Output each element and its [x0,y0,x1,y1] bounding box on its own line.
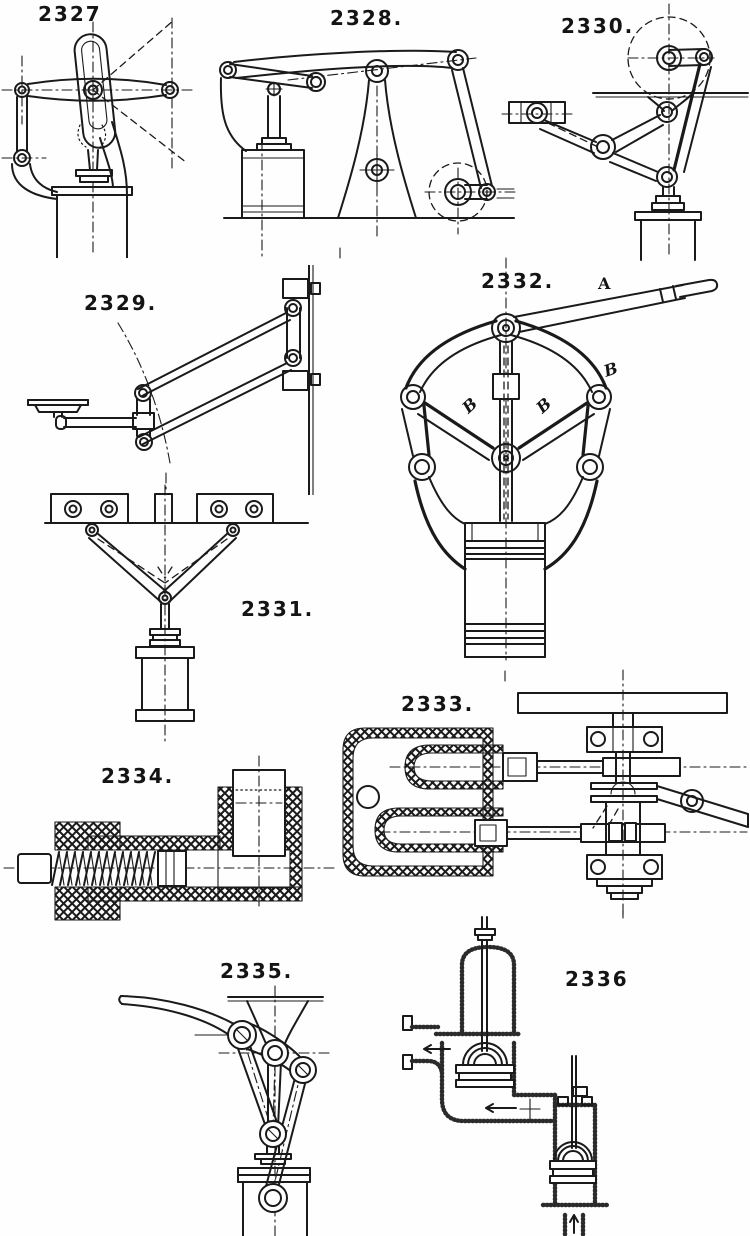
left-valve [456,917,514,1087]
figure-2327-drawing [0,0,200,258]
figure-2329-label: 2329. [84,291,158,315]
spring-follower [158,851,186,886]
annotation-B-left: B [458,393,482,418]
valve-chest [343,728,503,876]
slider-bracket [509,102,565,123]
swing-arm-and-tray [28,400,136,429]
parallel-links [133,308,300,444]
valve-spindle-assembly [518,670,727,918]
cylinder-block [242,96,304,218]
support-frame [12,122,132,258]
figure-2336 [398,903,750,1236]
annotation-B-right: B [532,393,556,418]
roller-carriages [51,494,273,523]
figure-2334-label: 2334. [101,764,175,788]
bell-crank [230,64,312,96]
figure-2336-drawing [398,903,750,1236]
figure-2328-label: 2328. [330,6,404,30]
figure-2335 [95,940,345,1236]
joints [228,1021,316,1212]
figure-2332-drawing [393,256,750,662]
figure-2329-drawing [18,265,348,495]
figure-2334 [0,738,340,938]
figure-2329 [18,265,348,495]
figure-2327-label: 2327 [38,2,102,26]
figure-2332 [393,256,750,662]
figure-2327 [0,0,200,258]
annotation-B-outer: B [601,358,621,381]
annotation-A: A [598,274,611,293]
rod-end [18,854,51,883]
joints [220,50,468,91]
figure-2335-label: 2335. [220,959,294,983]
figure-2336-label: 2336 [565,967,629,991]
dome-chamber [436,947,555,1121]
figure-2328-drawing [200,0,530,262]
figure-2333-drawing [335,668,750,920]
hand-lever [657,786,748,827]
figure-2332-label: 2332. [481,269,555,293]
figure-2331-label: 2331. [241,597,315,621]
v-arms [86,524,239,604]
figure-2331 [40,483,340,745]
joints [14,81,178,166]
figure-2335-drawing [95,940,345,1236]
figure-2333-label: 2333. [401,692,475,716]
wall-brackets [283,279,320,390]
figure-2330-drawing [500,0,750,262]
figure-2328 [200,0,530,262]
press-cylinder [465,523,545,657]
figure-2330-label: 2330. [561,14,635,38]
pedestal [635,187,701,260]
figure-2333 [335,668,750,920]
joints [591,46,712,187]
figure-2330 [500,0,750,262]
frame-curve [221,78,246,151]
